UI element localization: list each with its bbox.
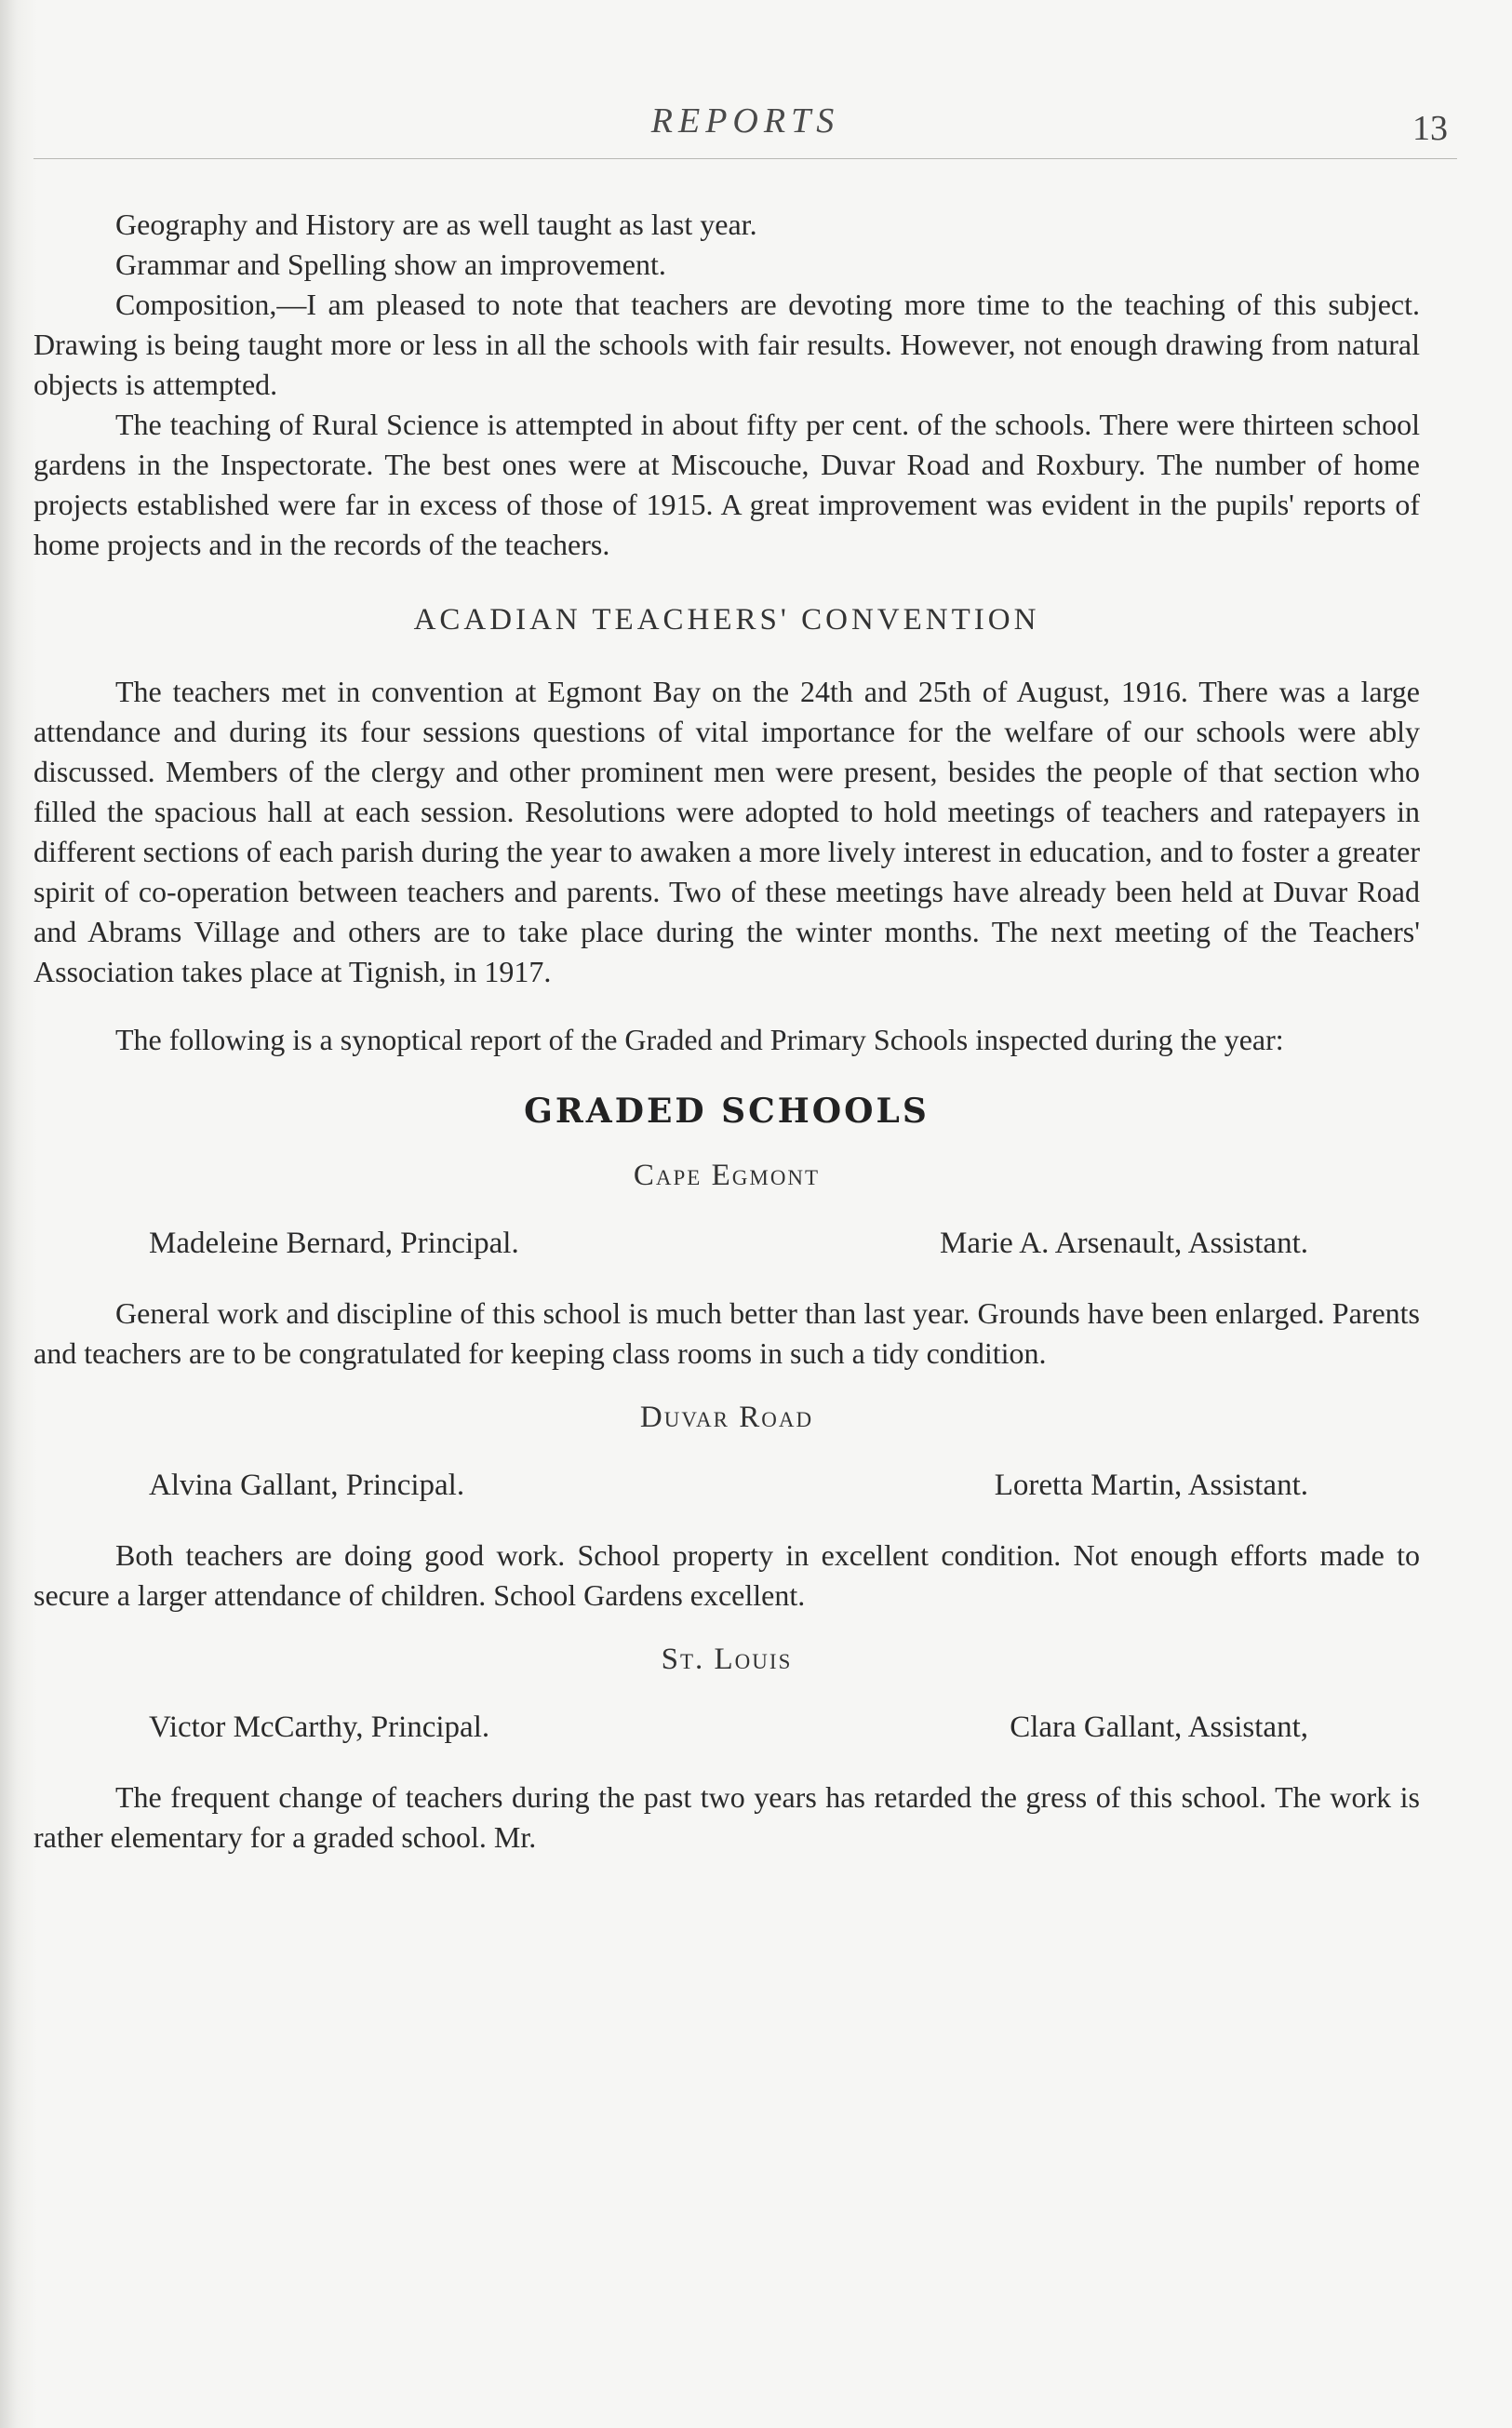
paragraph-convention: The teachers met in convention at Egmont Bay on the 24th and 25th of August, 1916. There was a large attendance and during its four sessions questions of vital importance for the welfare of our schools were ably discussed. Members of the clergy and other prominent men were present, besides the people of that section who filled the spacious hall at each session. Resolutions were adopted to hold meetings of teachers and ratepayers in different sections of each parish during the year to awaken a more lively interest in education, and to foster a greater spirit of co-operation between teachers and parents. Two of these meetings have already been held at Duvar Road and Abrams Village and others are to take place during the winter months. The next meeting of the Teachers' Association takes place at Tignish, in 1917. [33,675,1420,988]
paragraph-geography: Geography and History are as well taught as last year. [115,208,757,241]
page-header [33,101,1457,166]
principal-name: Victor McCarthy, Principal. [149,1710,490,1744]
body-text [33,205,1420,1858]
header-rule [33,158,1457,159]
staff-row [33,1224,1420,1264]
staff-row [33,1466,1420,1506]
school-report: The frequent change of teachers during the past two years has retarded the gress of this school. The work is rather elementary for a graded school. Mr. [33,1780,1420,1854]
school-name-cape-egmont: Cape Egmont [633,1159,821,1192]
convention-heading: ACADIAN TEACHERS' CONVENTION [413,603,1040,637]
paragraph-synopsis: The following is a synoptical report of the Graded and Primary Schools inspected during the year: [115,1023,1284,1056]
school-report: Both teachers are doing good work. School property in excellent condition. Not enough efforts made to secure a larger attendance of children. School Gardens excellent. [33,1538,1420,1612]
staff-row [33,1708,1420,1748]
principal-name: Alvina Gallant, Principal. [149,1469,465,1502]
principal-name: Madeleine Bernard, Principal. [149,1227,519,1260]
assistant-name: Loretta Martin, Assistant. [994,1469,1308,1502]
school-name-duvar-road: Duvar Road [639,1401,814,1434]
paragraph-grammar: Grammar and Spelling show an improvement. [115,248,666,281]
running-head: REPORTS [650,101,840,141]
school-name-st-louis: St. Louis [661,1643,793,1676]
paragraph-rural-science: The teaching of Rural Science is attempted in about fifty per cent. of the schools. There were thirteen school gardens in the Inspectorate. The best ones were at Miscouche, Duvar Road and Roxbury. The number of home projects established were far in excess of those of 1915. A great improvement was evident in the pupils' reports of home projects and in the records of the teachers. [33,408,1420,561]
graded-schools-heading: GRADED SCHOOLS [524,1092,930,1131]
assistant-name: Marie A. Arsenault, Assistant. [940,1227,1308,1260]
assistant-name: Clara Gallant, Assistant, [1010,1710,1308,1744]
paragraph-composition: Composition,—I am pleased to note that teachers are devoting more time to the teaching of this subject. Drawing is being taught more or less in all the schools with fair results. However, not enough drawing from natural objects is attempted. [33,288,1420,401]
school-report: General work and discipline of this school is much better than last year. Grounds have been enlarged. Parents and teachers are to be congratulated for keeping class rooms in such a tidy condition. [33,1296,1420,1370]
page-number: 13 [1412,109,1448,148]
